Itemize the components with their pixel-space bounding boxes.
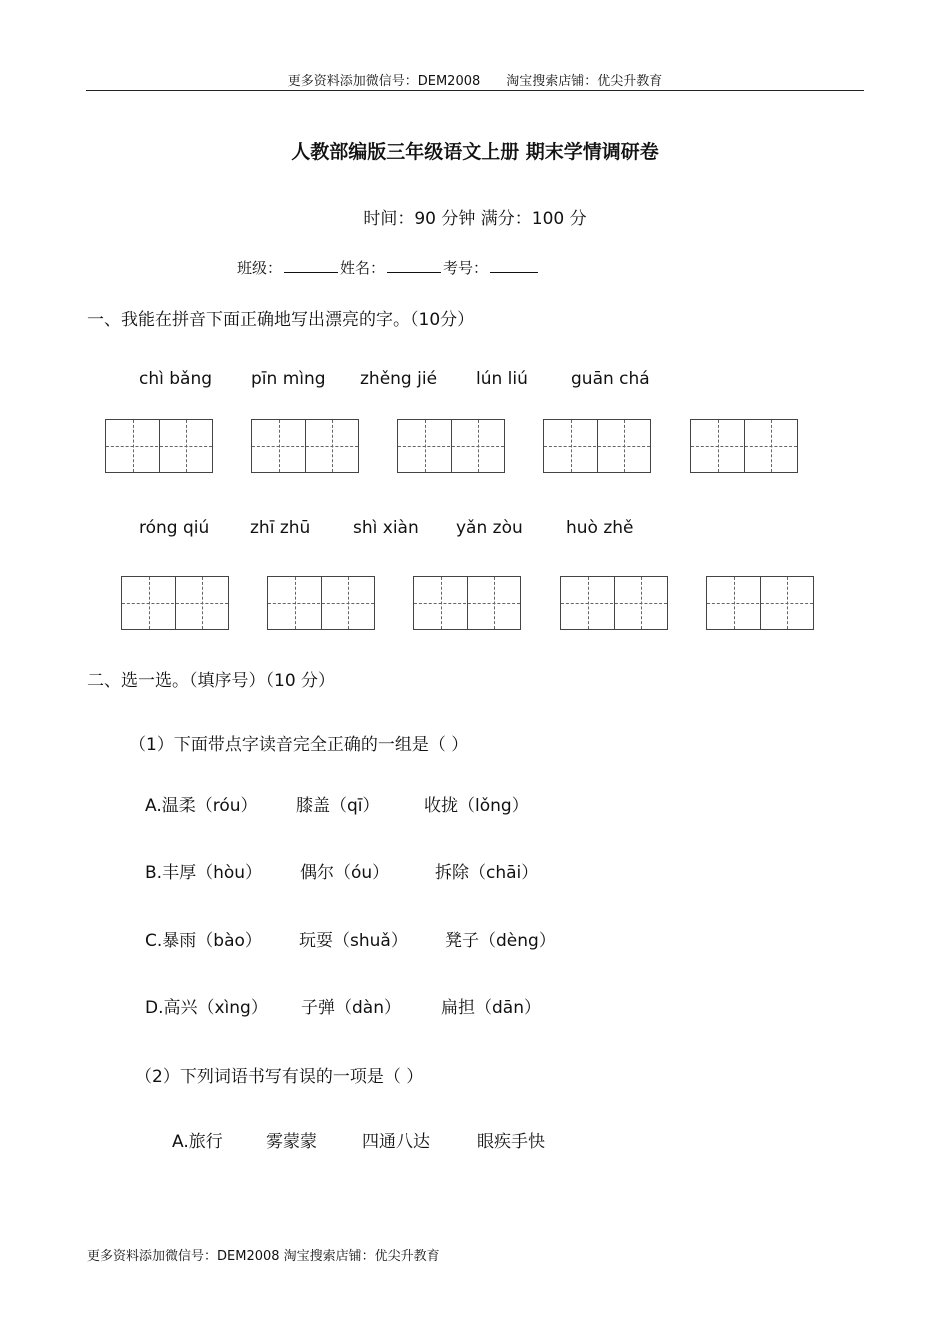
header-divider bbox=[86, 90, 864, 91]
option2-a-1: A.旅行 bbox=[172, 1132, 223, 1152]
option-b-3: 拆除（chāi） bbox=[435, 863, 539, 883]
writing-grid[interactable] bbox=[543, 419, 651, 473]
writing-grid[interactable] bbox=[560, 576, 668, 630]
pinyin-r1-2: pīn mìng bbox=[251, 369, 326, 389]
pinyin-r2-2: zhī zhū bbox=[250, 518, 311, 538]
option2-a-2: 雾蒙蒙 bbox=[266, 1132, 317, 1152]
option-a-1: A.温柔（róu） bbox=[145, 796, 258, 816]
option-a-2: 膝盖（qī） bbox=[296, 796, 380, 816]
writing-grid[interactable] bbox=[105, 419, 213, 473]
pinyin-r2-3: shì xiàn bbox=[353, 518, 419, 538]
question-1: （1）下面带点字读音完全正确的一组是（ ） bbox=[129, 735, 469, 755]
option-d-3: 扁担（dān） bbox=[441, 998, 541, 1018]
option2-a-4: 眼疾手快 bbox=[477, 1132, 545, 1152]
option-c-2: 玩耍（shuǎ） bbox=[299, 931, 408, 951]
option-c-3: 凳子（dèng） bbox=[445, 931, 556, 951]
pinyin-r1-5: guān chá bbox=[571, 369, 650, 389]
class-label: 班级： bbox=[237, 259, 283, 277]
writing-grid[interactable] bbox=[267, 576, 375, 630]
writing-grid[interactable] bbox=[413, 576, 521, 630]
pinyin-r1-1: chì bǎng bbox=[139, 369, 213, 389]
pinyin-r1-4: lún liú bbox=[476, 369, 528, 389]
section-1-title: 一、我能在拼音下面正确地写出漂亮的字。（10分） bbox=[87, 310, 475, 330]
option-b-1: B.丰厚（hòu） bbox=[145, 863, 263, 883]
number-label: 考号： bbox=[443, 259, 489, 277]
exam-meta: 时间：90 分钟 满分：100 分 bbox=[363, 209, 587, 229]
option-d-1: D.高兴（xìng） bbox=[145, 998, 268, 1018]
page-footer: 更多资料添加微信号：DEM2008 淘宝搜索店铺：优尖升教育 bbox=[87, 1249, 440, 1264]
pinyin-r2-1: róng qiú bbox=[139, 518, 210, 538]
section-2-title: 二、选一选。（填序号）（10 分） bbox=[87, 671, 336, 691]
pinyin-r2-4: yǎn zòu bbox=[456, 518, 523, 538]
writing-grid[interactable] bbox=[690, 419, 798, 473]
option-c-1: C.暴雨（bào） bbox=[145, 931, 262, 951]
student-info bbox=[237, 257, 540, 278]
writing-grid[interactable] bbox=[397, 419, 505, 473]
page-title: 人教部编版三年级语文上册 期末学情调研卷 bbox=[291, 141, 659, 163]
option-a-3: 收拢（lǒng） bbox=[424, 796, 529, 816]
writing-grid[interactable] bbox=[706, 576, 814, 630]
page-header: 更多资料添加微信号：DEM2008 淘宝搜索店铺：优尖升教育 bbox=[287, 74, 663, 89]
option-b-2: 偶尔（óu） bbox=[300, 863, 390, 883]
name-blank[interactable] bbox=[387, 258, 441, 273]
pinyin-r1-3: zhěng jié bbox=[360, 369, 438, 389]
question-2: （2）下列词语书写有误的一项是（ ） bbox=[135, 1067, 424, 1087]
option-d-2: 子弹（dàn） bbox=[301, 998, 401, 1018]
writing-grid[interactable] bbox=[121, 576, 229, 630]
pinyin-r2-5: huò zhě bbox=[566, 518, 634, 538]
number-blank[interactable] bbox=[490, 258, 538, 273]
class-blank[interactable] bbox=[284, 258, 338, 273]
writing-grid[interactable] bbox=[251, 419, 359, 473]
option2-a-3: 四通八达 bbox=[362, 1132, 430, 1152]
name-label: 姓名： bbox=[340, 259, 386, 277]
